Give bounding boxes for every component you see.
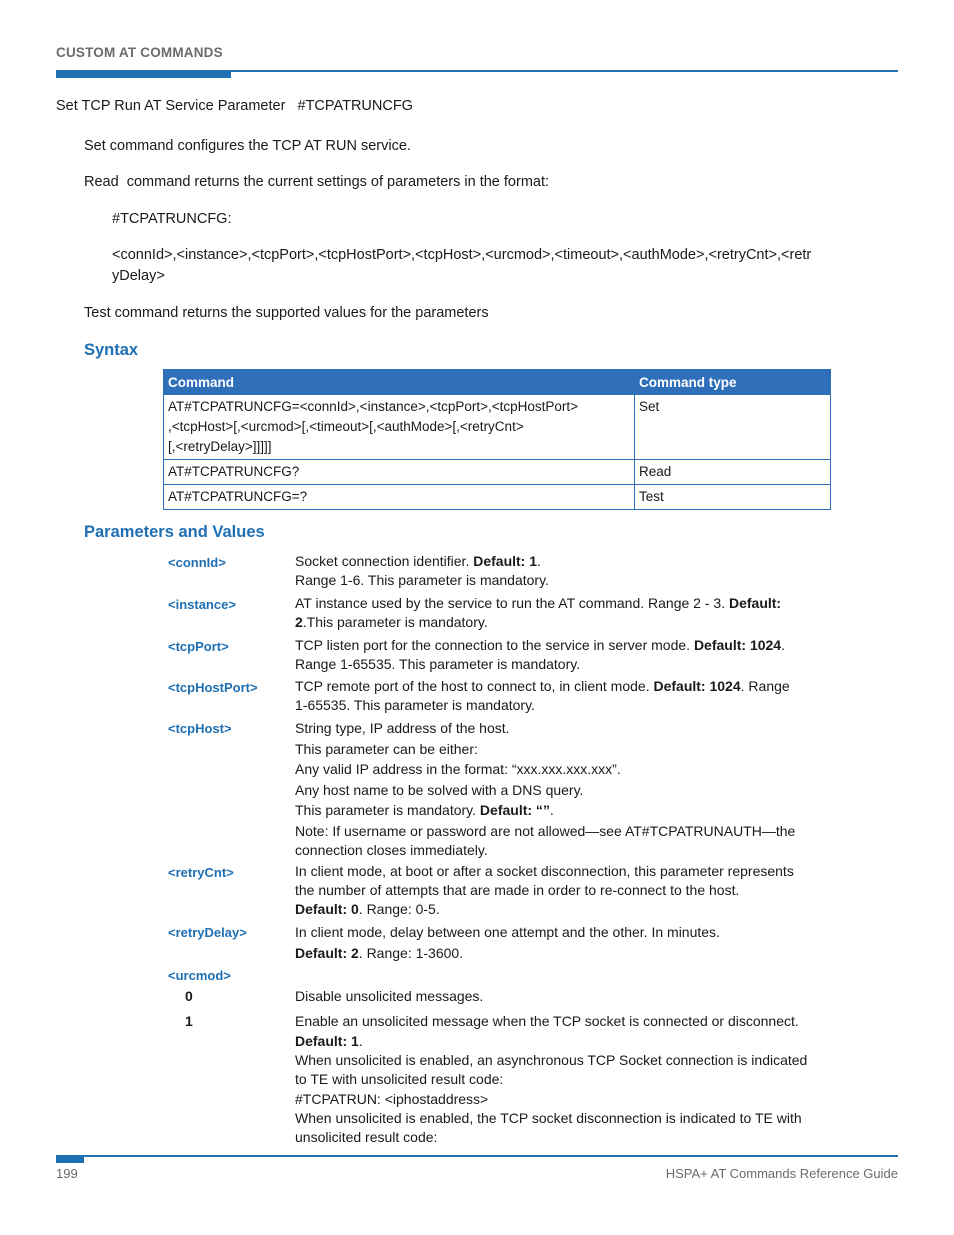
param-name-tcphost: <tcpHost> bbox=[168, 721, 232, 736]
command-cell bbox=[164, 395, 635, 460]
param-name-retrydelay: <retryDelay> bbox=[168, 925, 247, 940]
type-cell: Read bbox=[635, 460, 831, 485]
param-name-urcmod: <urcmod> bbox=[168, 968, 231, 983]
urcmod-value-0-desc: Disable unsolicited messages. bbox=[295, 988, 484, 1004]
footer-rule bbox=[56, 1155, 898, 1157]
param-name-tcphostport: <tcpHostPort> bbox=[168, 680, 258, 695]
params-heading: Parameters and Values bbox=[84, 523, 265, 541]
page-number: 199 bbox=[56, 1166, 78, 1181]
intro-read: Read command returns the current settings of parameters in the format: bbox=[84, 174, 550, 190]
param-desc-retrydelay: In client mode, delay between one attempt and the other. In minutes. Default: 2. Range: 1-3600. bbox=[295, 924, 720, 961]
syntax-table bbox=[163, 369, 831, 510]
param-name-tcpport: <tcpPort> bbox=[168, 639, 229, 654]
table-row bbox=[164, 460, 831, 485]
col-header-command: Command bbox=[164, 370, 635, 395]
param-desc-tcpport: TCP listen port for the connection to the service in server mode. Default: 1024. Range 1-65535. This parameter is mandatory. bbox=[295, 637, 785, 672]
section-header: CUSTOM AT COMMANDS bbox=[56, 45, 223, 60]
col-header-type: Command type bbox=[635, 370, 831, 395]
command-cell: AT#TCPATRUNCFG=? bbox=[164, 485, 635, 510]
command-title: Set TCP Run AT Service Parameter #TCPATRUNCFG bbox=[56, 98, 413, 114]
read-format-params-cont: yDelay> bbox=[112, 268, 165, 284]
param-name-retrycnt: <retryCnt> bbox=[168, 865, 234, 880]
footer-accent-block bbox=[56, 1155, 84, 1163]
document-title: HSPA+ AT Commands Reference Guide bbox=[665, 1166, 898, 1181]
urcmod-value-1-desc: Enable an unsolicited message when the TCP socket is connected or disconnect. Default: 1. When unsolicited is enabled, an asynchronous TCP Socket connection is indicated to TE with unsolicited result code: #TCPATRUN: <iphostaddress> When unsolicited is enabled, the TCP socket disconnection is indicated to TE with unsolicited result code: bbox=[295, 1013, 808, 1145]
table-row bbox=[164, 395, 831, 460]
param-name-connid: <connId> bbox=[168, 555, 226, 570]
urcmod-value-1: 1 bbox=[185, 1013, 193, 1029]
urcmod-value-0: 0 bbox=[185, 988, 193, 1004]
param-desc-retrycnt: In client mode, at boot or after a socket disconnection, this parameter represents the number of attempts that are made in order to re-connect to the host. Default: 0. Range: 0-5. bbox=[295, 863, 794, 917]
syntax-heading: Syntax bbox=[84, 341, 139, 359]
intro-test: Test command returns the supported values for the parameters bbox=[84, 305, 489, 321]
param-desc-connid: Socket connection identifier. Default: 1. Range 1-6. This parameter is mandatory. bbox=[295, 553, 549, 588]
type-cell: Test bbox=[635, 485, 831, 510]
header-accent-block bbox=[56, 70, 231, 78]
param-desc-instance: AT instance used by the service to run the AT command. Range 2 - 3. Default: 2.This parameter is mandatory. bbox=[295, 595, 782, 630]
read-format-params: <connId>,<instance>,<tcpPort>,<tcpHostPort>,<tcpHost>,<urcmod>,<timeout>,<authMode>,<retryCnt>,<retr bbox=[112, 247, 812, 263]
command-cell: AT#TCPATRUNCFG? bbox=[164, 460, 635, 485]
command-line: [,<retryDelay>]]]]] bbox=[168, 439, 272, 454]
type-cell: Set bbox=[635, 395, 831, 460]
param-desc-tcphostport: TCP remote port of the host to connect to, in client mode. Default: 1024. Range 1-65535. This parameter is mandatory. bbox=[295, 678, 790, 713]
table-row bbox=[164, 485, 831, 510]
param-name-instance: <instance> bbox=[168, 597, 236, 612]
command-line: ,<tcpHost>[,<urcmod>[,<timeout>[,<authMode>[,<retryCnt> bbox=[168, 419, 524, 434]
intro-set: Set command configures the TCP AT RUN service. bbox=[84, 138, 411, 154]
read-format-prefix: #TCPATRUNCFG: bbox=[112, 211, 232, 227]
command-line: AT#TCPATRUNCFG=<connId>,<instance>,<tcpPort>,<tcpHostPort> bbox=[168, 399, 579, 414]
table-header-row bbox=[164, 370, 831, 395]
param-desc-tcphost: String type, IP address of the host. This parameter can be either: Any valid IP address in the format: “xxx.xxx.xxx.xxx”. Any host name to be solved with a DNS query. This parameter is mandatory. Default: “”. Note: If username or password are not allowed—see AT#TCPATRUNAUTH—the connection closes immediately. bbox=[295, 720, 796, 858]
